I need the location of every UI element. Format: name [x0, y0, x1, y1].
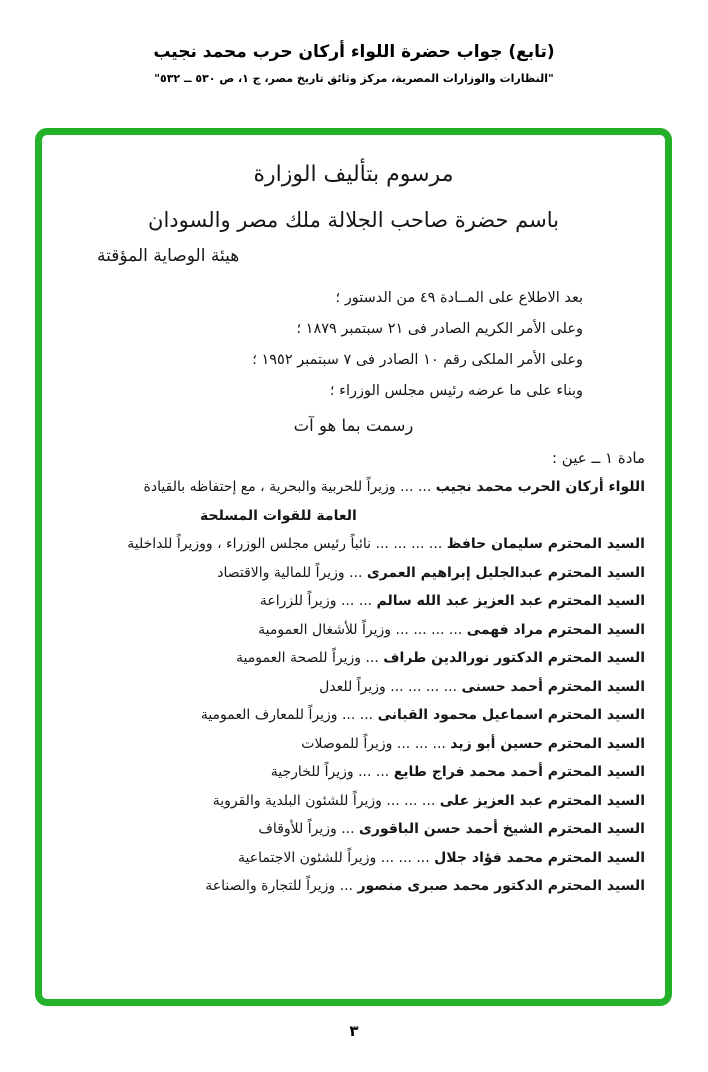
appointee-post: نائباً رئيس مجلس الوزراء ، ووزيراً للداخلية: [127, 536, 372, 552]
appointments-list: [62, 473, 645, 901]
preamble: [62, 283, 645, 407]
appointee-name: السيد المحترم أحمد محمد فراج طايع: [393, 764, 645, 780]
appointee-post: وزيراً للموصلات: [301, 735, 393, 752]
dot-leader: ...: [341, 821, 355, 837]
article-1-heading: مادة ١ ــ عين :: [551, 449, 645, 467]
document-header: [0, 42, 708, 85]
dot-leader: ...: [365, 650, 379, 666]
appointee-post: وزيراً للخارجية: [270, 764, 354, 780]
appointee-name: السيد المحترم سليمان حافظ: [446, 536, 645, 552]
appointee-post: وزيراً للصحة العمومية: [236, 650, 362, 666]
appointment-row: [72, 673, 645, 702]
appointee-post: وزيراً للمالية والاقتصاد: [217, 564, 345, 581]
decree-border: [35, 128, 672, 1006]
dot-leader: ... ...: [358, 764, 390, 780]
dot-leader: ...: [349, 564, 363, 581]
appointee-post: وزيراً للتجارة والصناعة: [205, 878, 336, 894]
header-title: (تابع) جواب حضرة اللواء أركان حرب محمد نجيب: [153, 42, 555, 62]
appointment-row: [72, 473, 645, 502]
dot-leader: ... ... ... ...: [375, 536, 443, 552]
preamble-line: وعلى الأمر الكريم الصادر فى ٢١ سبتمبر ١٨٧٩ ؛: [296, 321, 583, 337]
decree-title: مرسوم بتأليف الوزارة: [253, 162, 454, 187]
dot-leader: ...: [339, 878, 353, 894]
page-number: ٣: [349, 1022, 359, 1040]
appointee-name: السيد المحترم الدكتور نورالدين طراف: [383, 650, 645, 666]
appointee-name: السيد المحترم مراد فهمى: [466, 621, 645, 638]
appointee-name: السيد المحترم حسين أبو زيد: [450, 735, 645, 752]
dot-leader: ... ... ... ...: [395, 621, 463, 638]
dot-leader: ... ...: [341, 707, 374, 723]
appointee-name: السيد المحترم الدكتور محمد صبرى منصور: [357, 878, 645, 894]
appointment-row: [72, 815, 645, 844]
appointee-name: السيد المحترم عبدالجليل إبراهيم العمرى: [366, 564, 645, 581]
dot-leader: ... ... ...: [386, 792, 436, 809]
dot-leader: ... ... ...: [380, 849, 430, 866]
appointment-row: [72, 530, 645, 559]
appointee-name: السيد المحترم أحمد حسنى: [461, 678, 645, 695]
appointee-post: وزيراً للمعارف العمومية: [200, 707, 338, 723]
dot-leader: ... ...: [400, 479, 432, 495]
appointment-row: [72, 872, 645, 901]
appointee-post: وزيراً للأشغال العمومية: [258, 621, 392, 638]
royal-invocation: باسم حضرة صاحب الجلالة ملك مصر والسودان: [148, 208, 559, 232]
regency-council-line: هيئة الوصاية المؤقتة: [97, 246, 240, 266]
decree-content: [42, 135, 665, 901]
preamble-line: وبناء على ما عرضه رئيس مجلس الوزراء ؛: [329, 383, 583, 399]
dot-leader: ... ... ...: [396, 735, 446, 752]
header-source-citation: "النظارات والوزارات المصرية، مركز وثائق تاريخ مصر، ج ١، ص ٥٣٠ ــ ٥٣٢": [154, 72, 554, 85]
appointment-row: [72, 616, 645, 645]
appointment-row: [72, 559, 645, 588]
appointee-name: السيد المحترم عبد العزيز عبد الله سالم: [376, 593, 645, 609]
appointee-post: وزيراً للعدل: [319, 678, 386, 695]
appointee-post: وزيراً للحربية والبحرية ، مع إحتفاظه بالقيادة: [143, 479, 396, 495]
enactment-line: رسمت بما هو آت: [293, 416, 414, 435]
appointment-row-continuation: العامة للقوات المسلحة: [200, 507, 357, 524]
appointment-row: [72, 758, 645, 787]
appointment-row: [72, 787, 645, 816]
appointee-post: وزيراً للزراعة: [259, 593, 337, 609]
appointee-post: وزيراً للأوقاف: [258, 821, 337, 837]
dot-leader: ... ...: [340, 593, 373, 609]
appointee-post: وزيراً للشئون الاجتماعية: [238, 849, 377, 866]
appointee-name: السيد المحترم اسماعيل محمود القبانى: [377, 707, 645, 723]
appointee-name: السيد المحترم محمد فؤاد جلال: [434, 849, 645, 866]
preamble-line: بعد الاطلاع على المــادة ٤٩ من الدستور ؛: [335, 290, 583, 306]
dot-leader: ... ... ... ...: [390, 678, 458, 695]
appointment-row: [72, 587, 645, 616]
appointee-name: السيد المحترم الشيخ أحمد حسن الباقورى: [359, 821, 645, 837]
appointment-row: [72, 701, 645, 730]
preamble-line: وعلى الأمر الملكى رقم ١٠ الصادر فى ٧ سبتمبر ١٩٥٢ ؛: [252, 352, 583, 368]
appointment-row: [72, 844, 645, 873]
appointee-post: وزيراً للشئون البلدية والقروية: [212, 792, 382, 809]
appointee-name: اللواء أركان الحرب محمد نجيب: [435, 479, 645, 495]
appointment-row: [72, 644, 645, 673]
appointment-row: [72, 730, 645, 759]
appointee-name: السيد المحترم عبد العزيز على: [439, 792, 645, 809]
